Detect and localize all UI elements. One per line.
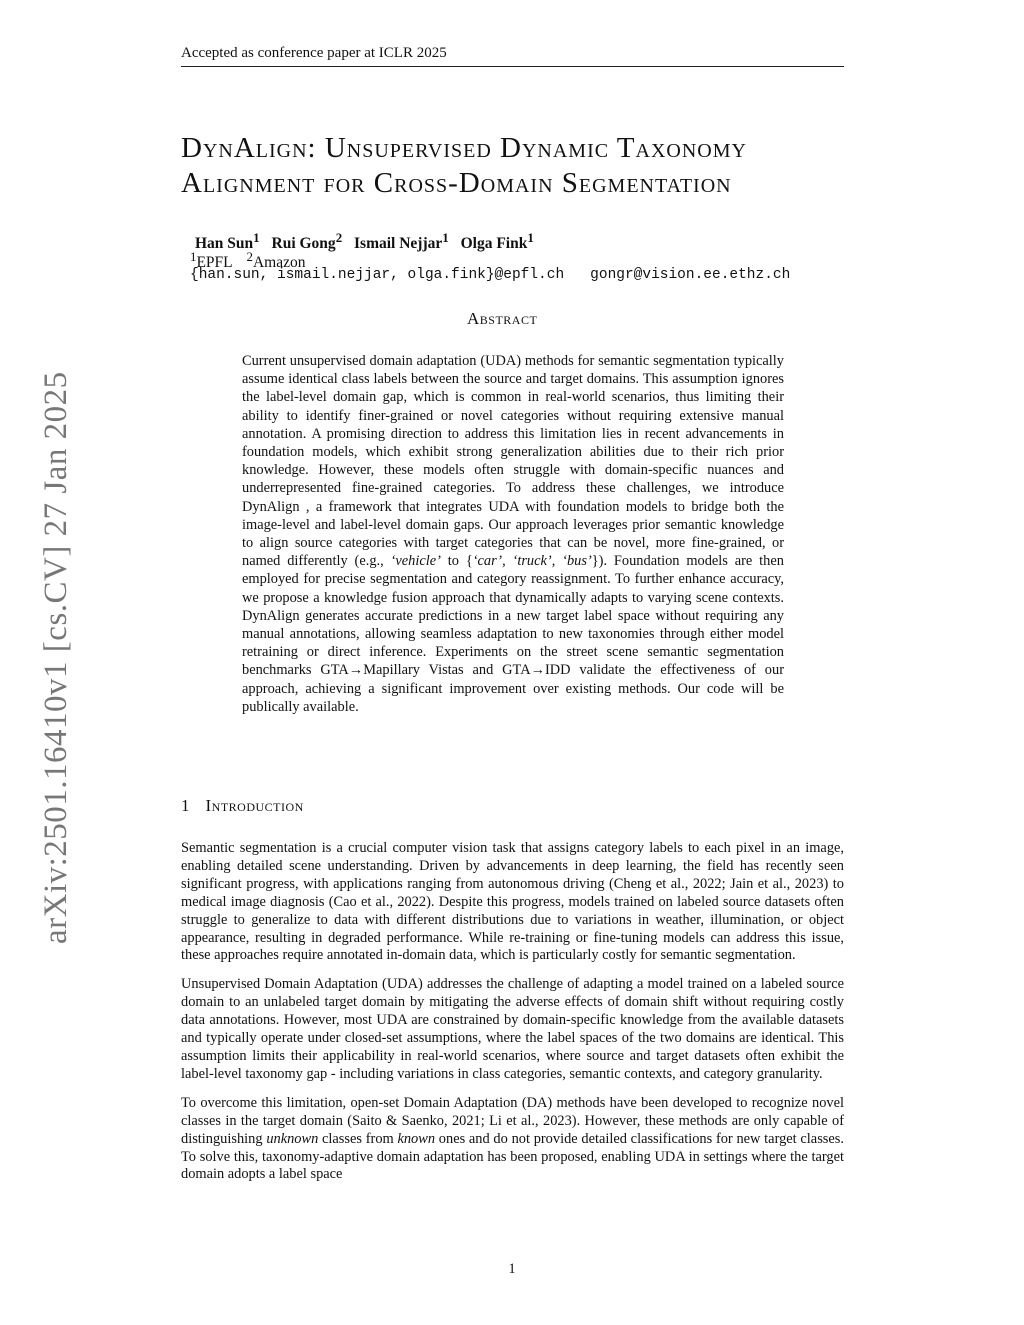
running-head: Accepted as conference paper at ICLR 2025 (181, 44, 844, 67)
abstract-text-continued: ). Foundation models are then employed for precise segmentation and category reassignment. To further enhance accuracy, we propose a knowledge fusion approach that dynamically adapts to varying scene contexts. DynAlign generates accurate predictions in a new target label space without requiring any manual annotations, allowing seamless adaptation to new taxonomies through either model retraining or direct inference. Experiments on the street scene semantic segmentation benchmarks GTA→Mapillary Vistas and GTA→IDD validate the effectiveness of our approach, achieving a significant improvement over existing methods. Our code will be publically available. (242, 553, 784, 715)
affiliation-mark: 2 (246, 249, 253, 264)
page-number: 1 (508, 1261, 516, 1277)
example-car: ‘car’ (472, 553, 503, 570)
emphasis-known: known (397, 1130, 436, 1147)
introduction-body (181, 840, 844, 1195)
paragraph-text: ones and do not provide detailed classifications for new target classes. To solve this, taxonomy-adaptive domain adaptation has been proposed, enabling UDA in settings where the target domain adopts a label space (181, 1130, 844, 1183)
email-group[interactable]: {han.sun, ismail.nejjar, olga.fink}@epfl.ch (190, 267, 565, 283)
brace-open: { (465, 553, 473, 570)
paragraph: Semantic segmentation is a crucial computer vision task that assigns category labels to each pixel in an image, enabling detailed scene understanding. Driven by advancements in deep learning, the field has recently seen significant progress, with applications ranging from autonomous driving (Cheng et al., 2022; Jain et al., 2023) to medical image diagnosis (Cao et al., 2022). Despite this progress, models trained on labeled source datasets often struggle to generalize to data with different distributions due to variations in weather, illumination, or object appearance, resulting in degraded performance. While re-training or fine-tuning models can address this issue, these approaches require annotated in-domain data, which is particularly costly for semantic segmentation. (181, 840, 844, 964)
author-affiliation-mark: 1 (527, 230, 534, 245)
email-single[interactable]: gongr@vision.ee.ethz.ch (590, 267, 791, 283)
section-number: 1 (181, 796, 190, 815)
brace-close: } (591, 553, 599, 570)
paragraph-text: To overcome this limitation, open-set Domain Adaptation (DA) methods have been developed to recognize novel classes in the target domain (Saito & Saenko, 2021; Li et al., 2023). However, these methods are only capable of distinguishing (181, 1094, 844, 1147)
example-vehicle: ‘vehicle’ (390, 553, 441, 570)
affiliation-mark: 1 (190, 249, 197, 264)
author-name: Ismail Nejjar (354, 235, 443, 253)
title-line-2: Alignment for Cross-Domain Segmentation (181, 167, 732, 199)
affiliation-name: Amazon (252, 254, 306, 272)
author-name: Olga Fink (460, 235, 528, 253)
author (354, 230, 449, 253)
author-emails (190, 266, 890, 285)
section-title: Introduction (205, 796, 304, 815)
arxiv-identifier: arXiv:2501.16410v1 [cs.CV] 27 Jan 2025 (38, 371, 74, 944)
author (460, 230, 534, 253)
example-bus: ‘bus’ (562, 553, 592, 570)
author-name: Han Sun (195, 235, 254, 253)
abstract-heading: Abstract (467, 309, 538, 328)
abstract-body: Current unsupervised domain adaptation (UDA) methods for semantic segmentation typically assume identical class labels between the source and target domains. This assumption ignores the label-level domain gap, which is common in real-world scenarios, thus limiting their ability to identify finer-grained or novel categories without requiring extensive manual annotation. A promising direction to address this limitation lies in recent advancements in foundation models, which exhibit strong generalization abilities due to their rich prior knowledge. However, these models often struggle with domain-specific nuances and underrepresented fine-grained categories. To address these challenges, we introduce DynAlign , a framework that integrates UDA with foundation models to bridge both the image-level and label-level domain gaps. Our approach leverages prior semantic knowledge to align source categories with target categories that can be novel, more fine-grained, or named differently (e.g., ‘vehicle’ to {‘car’, ‘truck’, ‘bus’}). Foundation models are then employed for precise segmentation and category reassignment. To further enhance accuracy, we propose a knowledge fusion approach that dynamically adapts to varying scene contexts. DynAlign generates accurate predictions in a new target label space without requiring any manual annotations, allowing seamless adaptation to new taxonomies through either model retraining or direct inference. Experiments on the street scene semantic segmentation benchmarks GTA→Mapillary Vistas and GTA→IDD validate the effectiveness of our approach, achieving a significant improvement over existing methods. Our code will be publically available. (242, 353, 784, 715)
emphasis-unknown: unknown (266, 1130, 319, 1147)
abstract-text-to: to (447, 553, 459, 570)
author-affiliation-mark: 2 (335, 230, 343, 245)
section-heading-introduction (181, 796, 304, 816)
author-name: Rui Gong (271, 235, 336, 253)
example-truck: ‘truck’ (512, 553, 552, 570)
title-line-1: DynAlign: Unsupervised Dynamic Taxonomy (181, 132, 747, 164)
author-affiliation-mark: 1 (253, 230, 260, 245)
paragraph: Unsupervised Domain Adaptation (UDA) addresses the challenge of adapting a model trained on a labeled source domain to an unlabeled target domain by mitigating the adverse effects of domain shift without requiring costly data annotations. However, most UDA are constrained by domain-specific knowledge from the available datasets and typically operate under closed-set assumptions, where the label spaces of the two domains are identical. This assumption limits their applicability in real-world scenarios, where source and target datasets often exhibit the label-level taxonomy gap - including variations in class categories, semantic contexts, and category granularity. (181, 976, 844, 1082)
abstract-text: Current unsupervised domain adaptation (UDA) methods for semantic segmentation typically assume identical class labels between the source and target domains. This assumption ignores the label-level domain gap, which is common in real-world scenarios, thus limiting their ability to identify finer-grained or novel categories without requiring extensive manual annotation. A promising direction to address this limitation lies in recent advancements in foundation models, which exhibit strong generalization abilities due to their rich prior knowledge. However, these models often struggle with domain-specific nuances and underrepresented fine-grained categories. To address these challenges, we introduce DynAlign , a framework that integrates UDA with foundation models to bridge both the image-level and label-level domain gaps. Our approach leverages prior semantic knowledge to align source categories with target categories that can be novel, more fine-grained, or named differently (e.g., (242, 353, 784, 570)
affiliation-name: EPFL (196, 254, 233, 272)
paragraph (181, 1095, 844, 1185)
paper-title (181, 131, 861, 201)
paragraph-text: classes from (322, 1130, 394, 1147)
author-affiliation-mark: 1 (442, 230, 449, 245)
